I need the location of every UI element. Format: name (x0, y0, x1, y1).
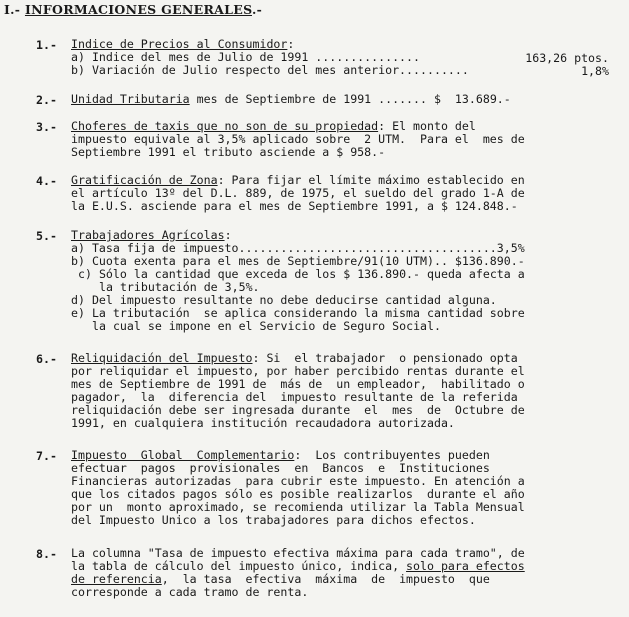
item-7-line-4: que los citados pagos sólo es posible realizarlos durante el año (71, 487, 525, 501)
item-4-title: Gratificación de Zona (71, 173, 218, 187)
item-6-line-4: pagador, la diferencia del impuesto resultante de la referida (71, 390, 518, 404)
heading-roman: I.- (4, 2, 21, 17)
item-8-line-1: La columna "Tasa de impuesto efectiva máxima para cada tramo", de (71, 546, 525, 560)
item-number-2: 2.- (36, 93, 57, 107)
item-number-5: 5.- (36, 229, 57, 243)
item-6-line-6: 1991, en cualquiera institución recaudadora autorizada. (71, 416, 455, 430)
item-7-title: Impuesto Global Complementario (71, 448, 295, 462)
item-1-a-value: 163,26 ptos. (525, 51, 609, 65)
item-6-line-3: mes de Septiembre de 1991 de más de un empleador, habilitado o (71, 377, 525, 391)
item-5-e-2: la cual se impone en el Servicio de Seguro Social. (92, 319, 442, 333)
item-5-c-1: c) Sólo la cantidad que exceda de los $ 136.890.- queda afecta a (78, 267, 525, 281)
item-7-line-3: Financieras autorizadas para cubrir este impuesto. En atención a (71, 474, 525, 488)
item-8-emphasis-1: solo para efectos (406, 559, 525, 573)
item-7-line-2: efectuar pagos provisionales en Bancos e Instituciones (71, 461, 490, 475)
item-6-line-1-rest: : Si el trabajador o pensionado opta (252, 351, 518, 365)
item-2-text: mes de Septiembre de 1991 ....... $ 13.689.- (196, 92, 511, 106)
item-5-colon: : (224, 228, 232, 242)
item-5-b: b) Cuota exenta para el mes de Septiembre/91(10 UTM).. $136.890.- (71, 254, 525, 268)
item-7-line-5: por un monto aproximado, se recomienda utilizar la Tabla Mensual (71, 500, 525, 514)
item-2-title: Unidad Tributaria (71, 92, 190, 106)
item-4-line-3: la E.U.S. asciende para el mes de Septiembre 1991, a $ 124.848.- (71, 199, 518, 213)
item-1-colon: : (287, 37, 295, 51)
item-number-1: 1.- (36, 38, 57, 52)
item-number-7: 7.- (36, 449, 57, 463)
item-3-line-2: impuesto equivale al 3,5% aplicado sobre 2 UTM. Para el mes de (71, 132, 525, 146)
item-6-line-5: reliquidación debe ser ingresada durante el mes de Octubre de (71, 403, 525, 417)
heading-title: INFORMACIONES GENERALES (24, 2, 252, 17)
item-2-line (71, 93, 511, 106)
item-6-line-2: por reliquidar el impuesto, por haber percibido rentas durante el (71, 364, 525, 378)
item-8-emphasis-2: de referencia (71, 572, 162, 586)
item-1-title: Indice de Precios al Consumidor (71, 37, 288, 51)
item-8-line-4: corresponde a cada tramo de renta. (71, 585, 309, 599)
item-1-b-value: 1,8% (581, 64, 609, 78)
item-5-e-1: e) La tributación se aplica considerando la misma cantidad sobre (71, 306, 525, 320)
item-number-4: 4.- (36, 174, 57, 188)
heading-suffix: .- (251, 2, 263, 17)
item-7-line-6: del Impuesto Unico a los trabajadores para dichos efectos. (71, 513, 476, 527)
item-3-line-3: Septiembre 1991 el tributo asciende a $ 958.- (71, 145, 386, 159)
item-8-line-2-text: la tabla de cálculo del impuesto único, indica, (71, 559, 400, 573)
item-6-title: Reliquidación del Impuesto (71, 351, 253, 365)
item-7-line-1-rest: : Los contribuyentes pueden (294, 448, 490, 462)
item-3-title: Choferes de taxis que no son de su propiedad (71, 119, 379, 133)
item-4-line-1-rest: : Para fijar el límite máximo establecido en (217, 173, 525, 187)
section-heading (4, 2, 262, 17)
item-1-a-label: a) Indice del mes de Julio de 1991 ............... (71, 50, 421, 64)
item-number-3: 3.- (36, 120, 57, 134)
item-1-b-label: b) Variación de Julio respecto del mes anterior.......... (71, 63, 469, 77)
item-5-c-2: la tributación de 3,5%. (99, 280, 260, 294)
item-5-d: d) Del impuesto resultante no debe deducirse cantidad alguna. (71, 293, 497, 307)
item-number-6: 6.- (36, 352, 57, 366)
item-3-line-1-rest: : El monto del (378, 119, 476, 133)
item-4-line-2: el artículo 13º del D.L. 889, de 1975, el sueldo del grado 1-A de (71, 186, 525, 200)
item-5-title: Trabajadores Agrícolas (71, 228, 225, 242)
item-8-line-3-rest: , la tasa efectiva máxima de impuesto que (161, 572, 490, 586)
item-5-a: a) Tasa fija de impuesto.....................................3,5% (71, 241, 525, 255)
item-number-8: 8.- (36, 547, 57, 561)
